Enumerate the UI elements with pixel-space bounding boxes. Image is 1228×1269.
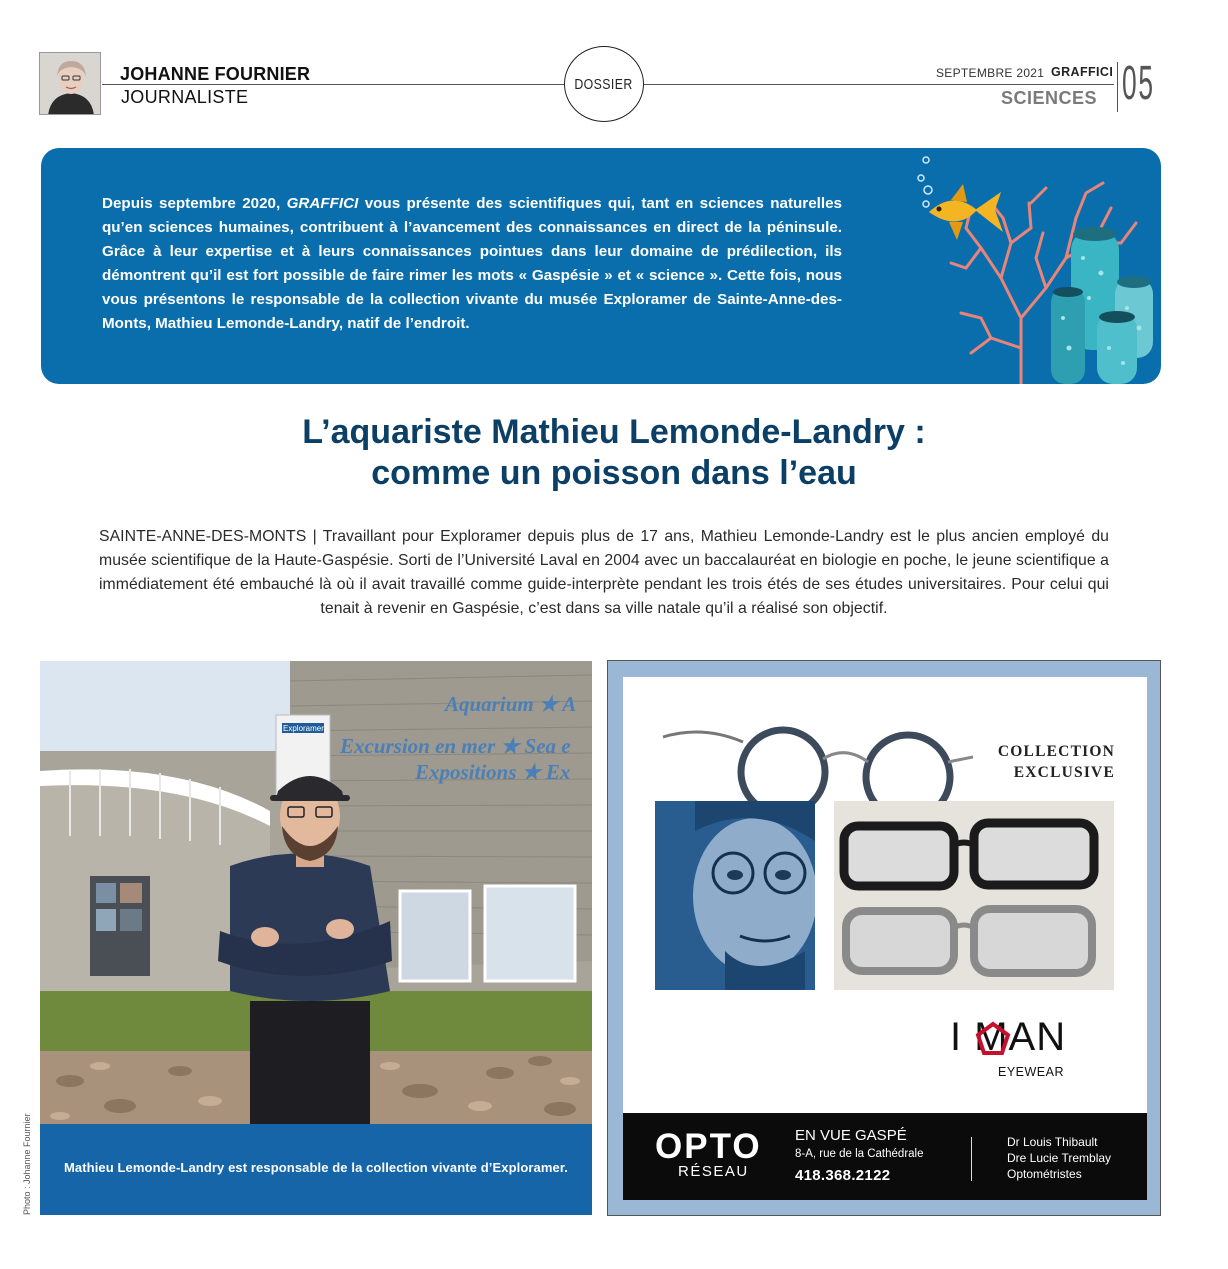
ad-footer-bar [623,1113,1147,1200]
halftone-face-image [655,801,815,990]
article-lede: SAINTE-ANNE-DES-MONTS | Travaillant pour Exploramer depuis plus de 17 ans, Mathieu Lemonde-Landry est le plus ancien employé du musée scientifique de la Haute-Gaspésie. Sorti de l’Université Laval en 2004 avec un baccalauréat en biologie en poche, le jeune scientifique a immédiatement été embauché là où il avait travaillé comme guide-interprète pendant les trois étés de ses études universitaires. Pour celui qui tenait à revenir en Gaspésie, c’est dans sa ville natale qu’il a réalisé son objectif. [99,528,1109,617]
pentagon-icon [975,1021,1011,1057]
intro-text-start: Depuis septembre 2020, [102,195,287,212]
eyewear-advertisement[interactable] [607,660,1161,1216]
header-divider [1117,62,1118,112]
photo-credit: Photo : Johanne Fournier [22,1113,32,1215]
banner-logo: Exploramer [283,724,324,733]
author-name: JOHANNE FOURNIER [120,64,311,84]
dossier-label: DOSSIER [574,75,634,93]
store-name: EN VUE GASPÉ [795,1127,907,1144]
dossier-badge [564,46,644,122]
article-title-line2: comme un poisson dans l’eau [371,454,857,492]
sign-excursion: Excursion en mer ★ Sea e [340,734,571,758]
doctor-title: Optométristes [1007,1167,1082,1181]
photo-caption: Mathieu Lemonde-Landry est responsable de la collection vivante d’Exploramer. [63,1160,568,1175]
reseau-label: RÉSEAU [678,1163,749,1180]
sign-expositions: Expositions ★ Ex [415,760,571,784]
brand-subtitle: EYEWEAR [998,1065,1065,1079]
author-role: JOURNALISTE [121,87,249,107]
intro-publication: GRAFFICI [286,195,359,212]
collection-label [998,741,1115,783]
goldfish-icon [929,184,1003,240]
sign-aquarium: Aquarium ★ A [445,692,577,716]
doctor-1: Dr Louis Thibault [1007,1135,1098,1149]
collection-line1: COLLECTION [997,743,1115,760]
intro-box [41,148,1161,384]
store-address: 8-A, rue de la Cathédrale [795,1148,924,1160]
store-phone[interactable]: 418.368.2122 [795,1167,891,1184]
issue-date: SEPTEMBRE 2021 [936,66,1045,80]
bubbles-icon [918,157,932,207]
page-number: 05 [1122,57,1155,110]
opto-logo: OPTO [655,1127,762,1166]
coral-fish-illustration [871,148,1161,384]
intro-text [102,192,842,336]
section-name: SCIENCES [1001,88,1098,108]
author-portrait [39,52,101,115]
ad-panel [623,677,1147,1200]
publication-name: GRAFFICI [1051,65,1114,79]
frames-photo [834,801,1114,990]
article-title [0,412,1228,494]
footer-divider [971,1137,972,1181]
intro-text-rest: vous présente des scientifiques qui, tant en sciences naturelles qu’en sciences humaines, contribuent à l’avancement des connaissances en direct de la péninsule. Grâce à leur expertise et à leurs connaissances pointues dans leur domaine de prédilection, ils démontrent qu’il est fort possible de faire rimer les mots « Gaspésie » et « science ». Cette fois, nous vous présentons le responsable de la collection vivante du musée Exploramer de Sainte-Anne-des-Monts, Mathieu Lemonde-Landry, natif de l’endroit. [102,195,842,332]
article-title-line1: L’aquariste Mathieu Lemonde-Landry : [302,413,926,451]
sponge-icon [1051,227,1153,384]
collection-line2: EXCLUSIVE [1013,764,1115,781]
brand-name: I MAN [950,1015,1067,1059]
doctor-2: Dre Lucie Tremblay [1007,1151,1112,1165]
